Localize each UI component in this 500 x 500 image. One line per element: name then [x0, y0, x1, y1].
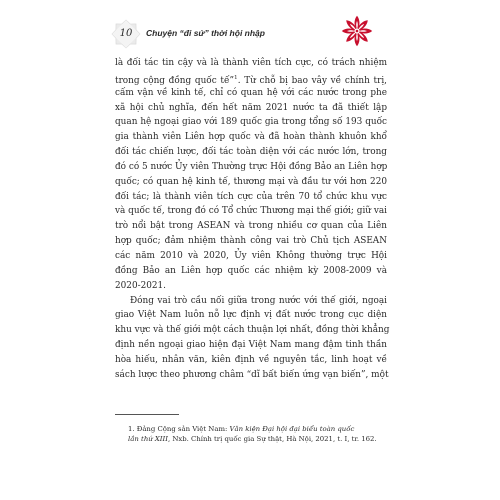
footnote-publication: , Nxb. Chính trị quốc gia Sự thật, Hà Nội, 2021, t. I, tr. 162. [167, 435, 377, 444]
body-line: đó có 5 nước Ủy viên Thường trực Hội đồng Bảo an Liên hợp [115, 161, 388, 172]
body-line: các năm 2010 và 2020, Ủy viên Không thường trực Hội [115, 250, 387, 261]
body-line: gia thành viên Liên hợp quốc và đã hoàn thành khuôn khổ [115, 132, 387, 143]
body-line: đồng Bảo an Liên hợp quốc các nhiệm kỳ 2008-2009 và [115, 265, 387, 276]
body-line: giao Việt Nam luôn nỗ lực định vị đất nước trong cục diện [115, 310, 387, 321]
body-line: trò nổi bật trong ASEAN và trong nhiều cơ quan của Liên [115, 221, 387, 232]
page-number-badge [111, 19, 141, 49]
body-line: xã hội chủ nghĩa, đến hết năm 2021 nước ta đã thiết lập [115, 102, 387, 113]
body-line: quốc; có quan hệ kinh tế, thương mại và đầu tư với hơn 220 [115, 176, 387, 187]
footnote-source: 1. Đảng Cộng sản Việt Nam: [128, 425, 230, 433]
body-line: đối tác chiến lược, đối tác toàn diện với các nước lớn, trong [115, 147, 387, 158]
body-line-text: trong cộng đồng quốc tế [115, 75, 230, 86]
body-line-with-footnote: trong cộng đồng quốc tế”$^1$. Từ chỗ bị bao vây về chính trị, [115, 74, 387, 86]
running-title: Chuyện “đi sứ” thời hội nhập [146, 28, 265, 38]
body-line: định nền ngoại giao hiện đại Việt Nam mang đậm tinh thần [115, 340, 387, 351]
body-line: quan hệ ngoại giao với 189 quốc gia trong tổng số 193 quốc [115, 117, 387, 128]
body-line: 2020-2021. [115, 280, 166, 291]
footnote-line [128, 424, 390, 434]
body-line: sách lược theo phương châm “dĩ bất biến ứng vạn biến”, một [115, 369, 389, 380]
footnote [128, 424, 390, 445]
footnote-title-continued: lần thứ XIII [128, 435, 168, 444]
body-line: hợp quốc; đảm nhiệm thành công vai trò Chủ tịch ASEAN [115, 236, 387, 247]
body-line-text-continued: Từ chỗ bị bao vây về chính trị, [244, 75, 387, 86]
closing-quote: ” [229, 75, 234, 86]
body-line: khu vực và thế giới một cách thuận lợi nhất, đồng thời khẳng [115, 325, 390, 336]
body-line: cấm vận về kinh tế, chỉ có quan hệ với các nước trong phe [115, 87, 387, 98]
paragraph-first-line: Đóng vai trò cầu nối giữa trong nước với thế giới, ngoại [130, 295, 387, 306]
footnote-marker: 1 [233, 74, 238, 81]
footnote-separator [115, 414, 179, 415]
footnote-title: Văn kiện Đại hội đại biểu toàn quốc [229, 425, 355, 433]
body-line: đối tác; là thành viên tích cực của trên 70 tổ chức khu vực [115, 191, 387, 202]
body-text [115, 56, 390, 383]
footnote-line [128, 434, 390, 444]
page-number: 10 [119, 28, 133, 39]
header-ornament [340, 14, 374, 48]
body-line: hòa hiếu, nhân văn, kiên định về nguyên tắc, linh hoạt về [115, 354, 387, 365]
body-line: và quốc tế, trong đó có Tổ chức Thương mại thế giới; giữ vai [115, 206, 387, 217]
page-header [0, 0, 500, 56]
body-line: là đối tác tin cậy và là thành viên tích cực, có trách nhiệm [115, 58, 387, 68]
lotus-ornament-icon [340, 14, 374, 48]
